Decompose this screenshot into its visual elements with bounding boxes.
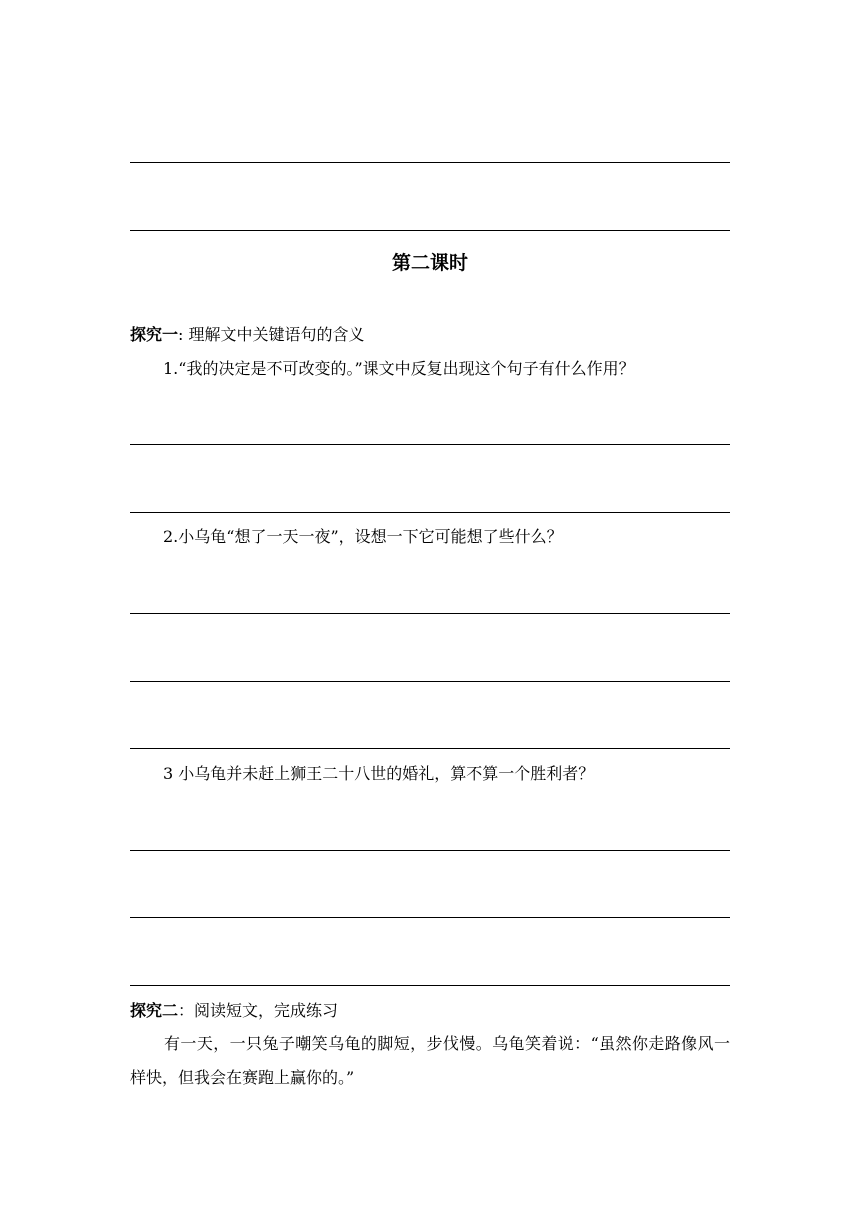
answer-line: [130, 613, 730, 614]
answer-line: [130, 850, 730, 851]
answer-line: [130, 985, 730, 986]
answer-line: [130, 162, 730, 163]
section-2-heading: [130, 1001, 338, 1021]
answer-line: [130, 748, 730, 749]
section-2-text: 阅读短文，完成练习: [194, 1001, 339, 1020]
section-2-label: 探究二: [130, 1001, 179, 1020]
answer-line: [130, 230, 730, 231]
answer-line: [130, 512, 730, 513]
section-1-text: 理解文中关键语句的含义: [188, 325, 365, 344]
section-1-label: 探究一: [130, 325, 179, 344]
answer-line: [130, 444, 730, 445]
section-1-heading: [130, 325, 365, 345]
lesson-title: 第二课时: [391, 252, 468, 274]
question-3: 3 小乌龟并未赶上狮王二十八世的婚礼，算不算一个胜利者？: [163, 764, 595, 783]
answer-line: [130, 917, 730, 918]
section-1-separator: :: [178, 325, 184, 344]
section-2-separator: ：: [178, 1001, 195, 1020]
reading-passage: 有一天，一只兔子嘲笑乌龟的脚短，步伐慢。乌龟笑着说：“虽然你走路像风一样快，但我会在赛跑上赢你的。”: [130, 1034, 730, 1087]
answer-line: [130, 681, 730, 682]
question-2: 2.小乌龟“想了一天一夜”，设想一下它可能想了些什么？: [163, 527, 563, 546]
question-1: 1.“我的决定是不可改变的。”课文中反复出现这个句子有什么作用？: [163, 359, 635, 378]
